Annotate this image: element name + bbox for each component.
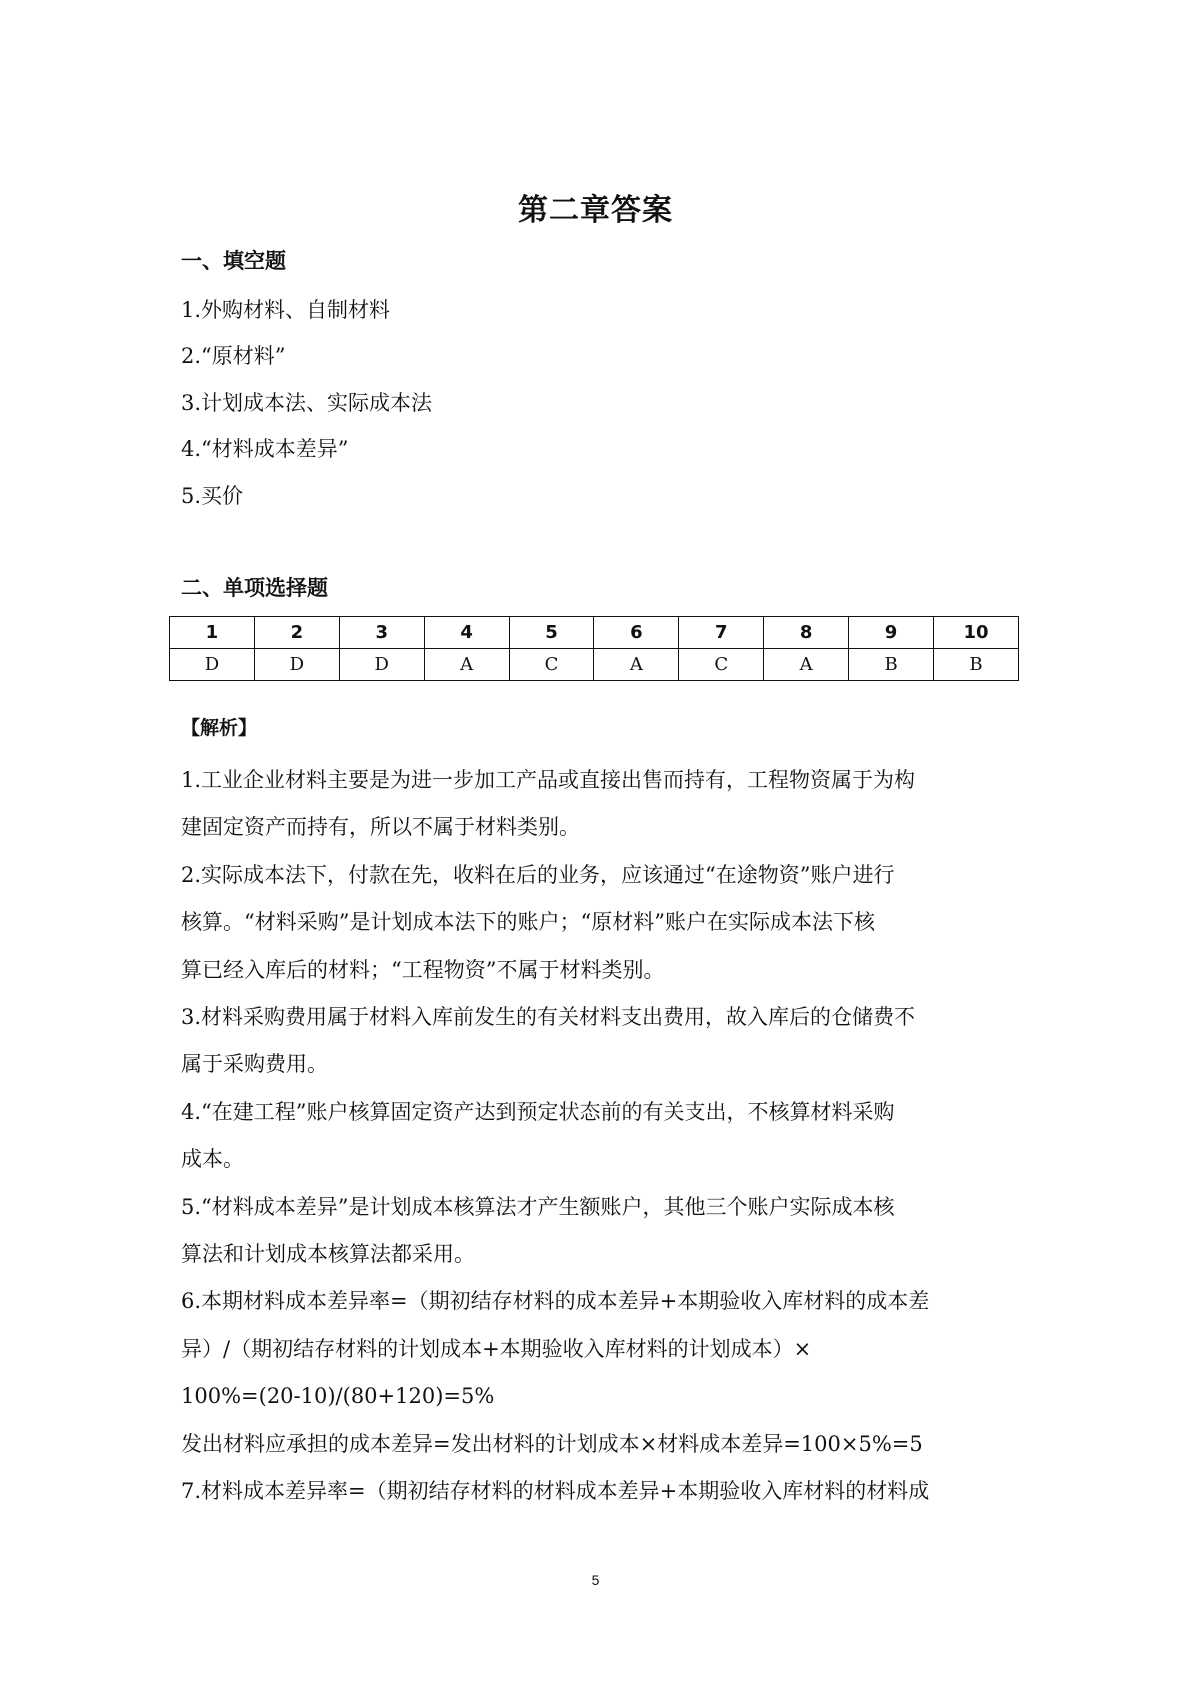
question-number-cell: 9 <box>849 617 934 649</box>
analysis-line: 2.实际成本法下，付款在先，收料在后的业务，应该通过“在途物资”账户进行 <box>181 862 895 887</box>
analysis-line: 核算。“材料采购”是计划成本法下的账户；“原材料”账户在实际成本法下核 <box>181 910 875 935</box>
answer-table-number-row <box>170 617 1019 649</box>
analysis-line: 算法和计划成本核算法都采用。 <box>181 1242 475 1267</box>
analysis-line: 6.本期材料成本差异率=（期初结存材料的成本差异+本期验收入库材料的成本差 <box>181 1289 930 1314</box>
answer-letter-cell: C <box>679 649 764 681</box>
analysis-line: 成本。 <box>181 1147 244 1172</box>
analysis-line: 4.“在建工程”账户核算固定资产达到预定状态前的有关支出，不核算材料采购 <box>181 1099 895 1124</box>
fill-answer-4: 4.“材料成本差异” <box>181 437 349 461</box>
question-number-cell: 8 <box>764 617 849 649</box>
analysis-line: 7.材料成本差异率=（期初结存材料的材料成本差异+本期验收入库材料的材料成 <box>181 1479 930 1504</box>
analysis-line: 5.“材料成本差异”是计划成本核算法才产生额账户，其他三个账户实际成本核 <box>181 1194 895 1219</box>
answer-table <box>169 616 1019 681</box>
fill-answer-3: 3.计划成本法、实际成本法 <box>181 391 433 415</box>
answer-letter-cell: D <box>254 649 339 681</box>
analysis-line: 异）/（期初结存材料的计划成本+本期验收入库材料的计划成本）× <box>181 1336 812 1361</box>
fill-answer-1: 1.外购材料、自制材料 <box>181 298 391 322</box>
answer-letter-cell: D <box>339 649 424 681</box>
page-title: 第二章答案 <box>518 193 673 228</box>
analysis-line: 100%=(20-10)/(80+120)=5% <box>181 1384 495 1409</box>
question-number-cell: 10 <box>934 617 1019 649</box>
analysis-line: 算已经入库后的材料；“工程物资”不属于材料类别。 <box>181 957 665 982</box>
question-number-cell: 2 <box>254 617 339 649</box>
analysis-heading: 【解析】 <box>181 717 258 739</box>
analysis-line: 3.材料采购费用属于材料入库前发生的有关材料支出费用，故入库后的仓储费不 <box>181 1005 916 1030</box>
answer-letter-cell: A <box>594 649 679 681</box>
question-number-cell: 7 <box>679 617 764 649</box>
answer-letter-cell: A <box>424 649 509 681</box>
analysis-line: 属于采购费用。 <box>181 1052 328 1077</box>
question-number-cell: 1 <box>170 617 255 649</box>
fill-answer-2: 2.“原材料” <box>181 344 286 368</box>
answer-letter-cell: B <box>849 649 934 681</box>
answer-table-answer-row <box>170 649 1019 681</box>
analysis-line: 1.工业企业材料主要是为进一步加工产品或直接出售而持有，工程物资属于为构 <box>181 768 916 792</box>
fill-answer-5: 5.买价 <box>181 484 244 508</box>
section-heading-single-choice: 二、单项选择题 <box>181 576 328 600</box>
question-number-cell: 4 <box>424 617 509 649</box>
analysis-line: 建固定资产而持有，所以不属于材料类别。 <box>181 815 580 840</box>
answer-letter-cell: B <box>934 649 1019 681</box>
analysis-body <box>181 757 1011 1516</box>
section-heading-fill-in: 一、填空题 <box>181 249 286 273</box>
answer-letter-cell: A <box>764 649 849 681</box>
page-number: 5 <box>591 1572 600 1588</box>
answer-letter-cell: C <box>509 649 594 681</box>
question-number-cell: 5 <box>509 617 594 649</box>
question-number-cell: 6 <box>594 617 679 649</box>
answer-letter-cell: D <box>170 649 255 681</box>
analysis-line: 发出材料应承担的成本差异=发出材料的计划成本×材料成本差异=100×5%=5 <box>181 1431 923 1456</box>
question-number-cell: 3 <box>339 617 424 649</box>
